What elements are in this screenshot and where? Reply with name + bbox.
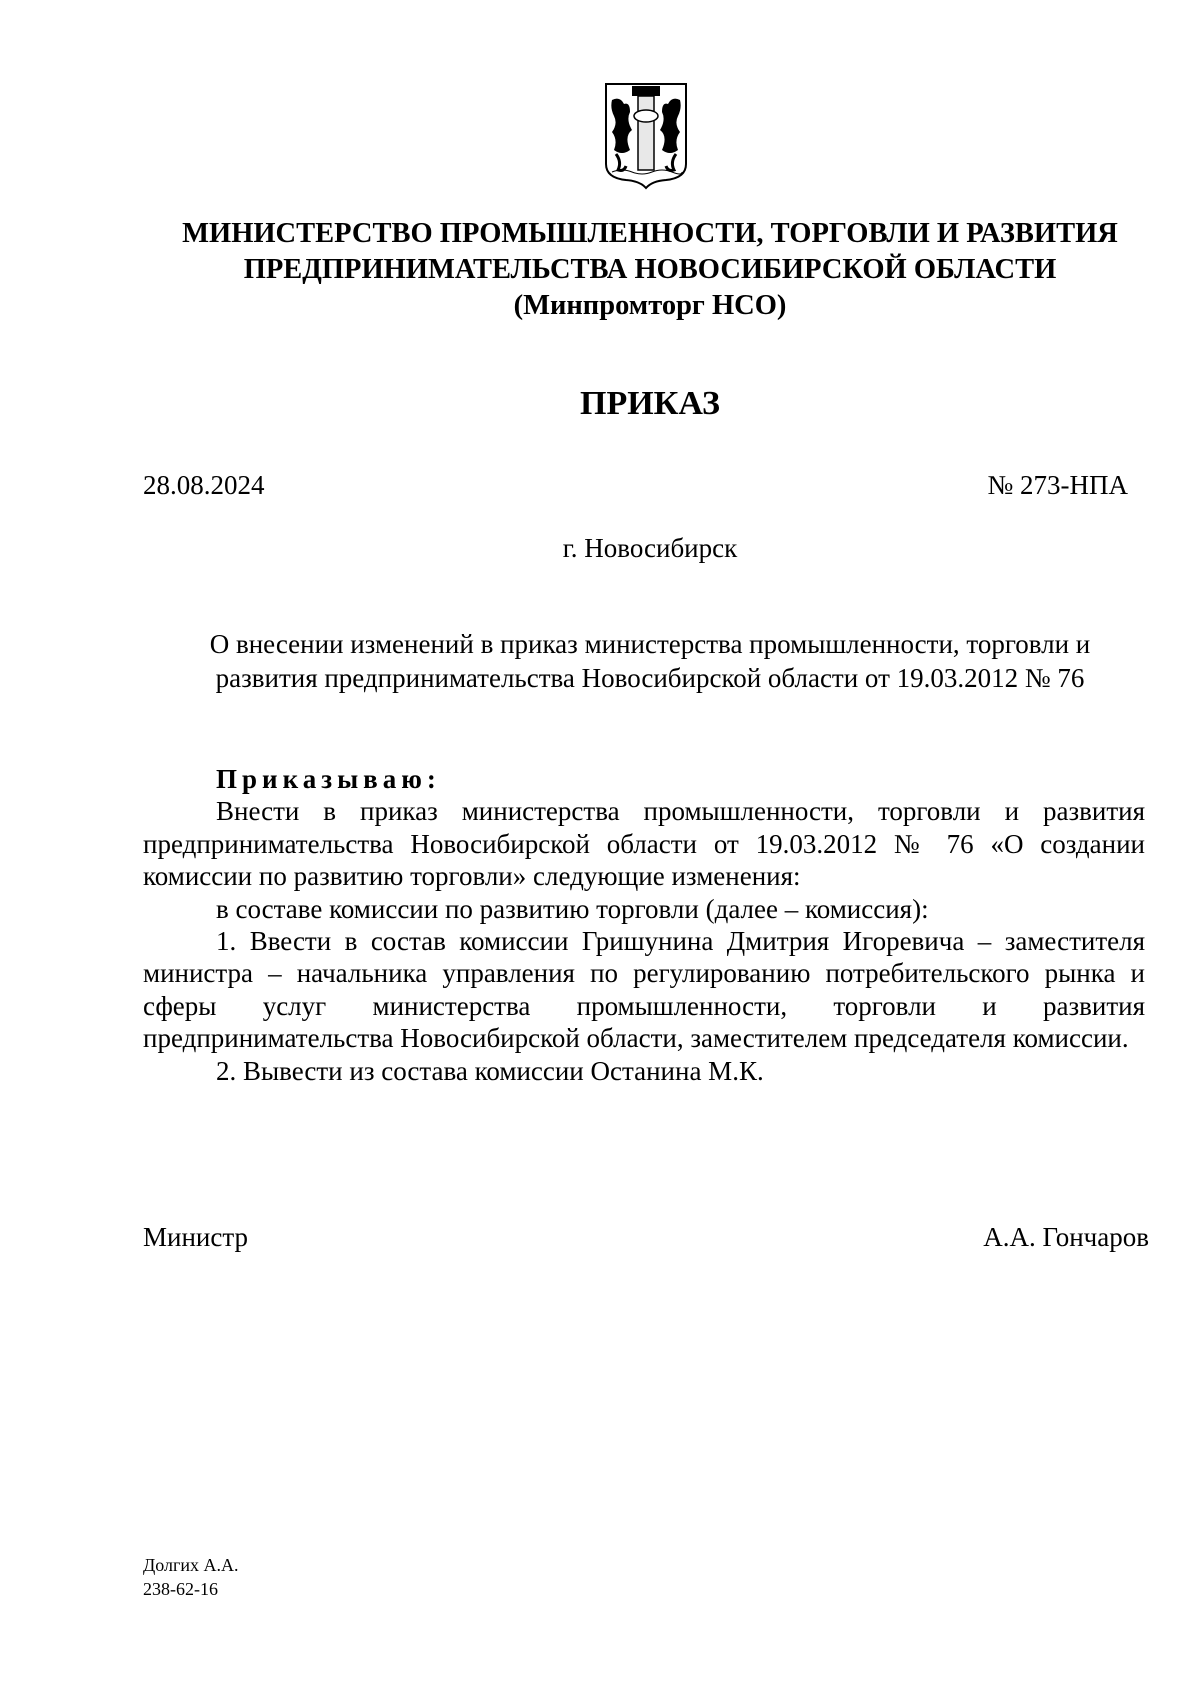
executor-info xyxy=(143,1553,239,1601)
body-paragraph-2: в составе комиссии по развитию торговли (далее – комиссия): xyxy=(216,893,929,924)
body-paragraph-1: Внести в приказ министерства промышленности, торговли и развития предпринимательства Новосибирской области от 19.03.2012 № 76 «О создании комиссии по развитию торговли» следующие изменения: xyxy=(143,796,1145,892)
ministry-line-1: МИНИСТЕРСТВО ПРОМЫШЛЕННОСТИ, ТОРГОВЛИ И РАЗВИТИЯ xyxy=(182,218,1118,249)
document-title: ПРИКАЗ xyxy=(580,385,720,422)
executor-phone: 238-62-16 xyxy=(143,1579,218,1599)
document-city: г. Новосибирск xyxy=(562,533,738,563)
subject-line-1: О внесении изменений в приказ министерства промышленности, торговли и xyxy=(209,629,1091,659)
executor-name: Долгих А.А. xyxy=(143,1555,239,1575)
body-paragraph-3: 1. Ввести в состав комиссии Гришунина Дмитрия Игоревича – заместителя министра – начальника управления по регулированию потребительского рынка и сферы услуг министерства промышленности, торговли и развития предпринимательства Новосибирской области, заместителем председателя комиссии. xyxy=(143,926,1145,1054)
signature-name: А.А. Гончаров xyxy=(983,1222,1149,1252)
signature-role: Министр xyxy=(143,1222,248,1252)
ministry-short-name: (Минпромторг НСО) xyxy=(513,290,787,321)
ministry-line-2: ПРЕДПРИНИМАТЕЛЬСТВА НОВОСИБИРСКОЙ ОБЛАСТИ xyxy=(243,254,1057,285)
orders-word: Приказываю: xyxy=(216,764,441,794)
novosibirsk-coat-of-arms-icon xyxy=(602,80,690,190)
document-body xyxy=(143,763,1145,1087)
document-date: 28.08.2024 xyxy=(143,470,265,500)
ministry-name xyxy=(130,216,1170,324)
document-subject xyxy=(130,627,1170,695)
document-number: № 273-НПА xyxy=(987,470,1128,500)
body-paragraph-4: 2. Вывести из состава комиссии Останина М.К. xyxy=(216,1055,764,1086)
subject-line-2: развития предпринимательства Новосибирской области от 19.03.2012 № 76 xyxy=(215,663,1085,693)
